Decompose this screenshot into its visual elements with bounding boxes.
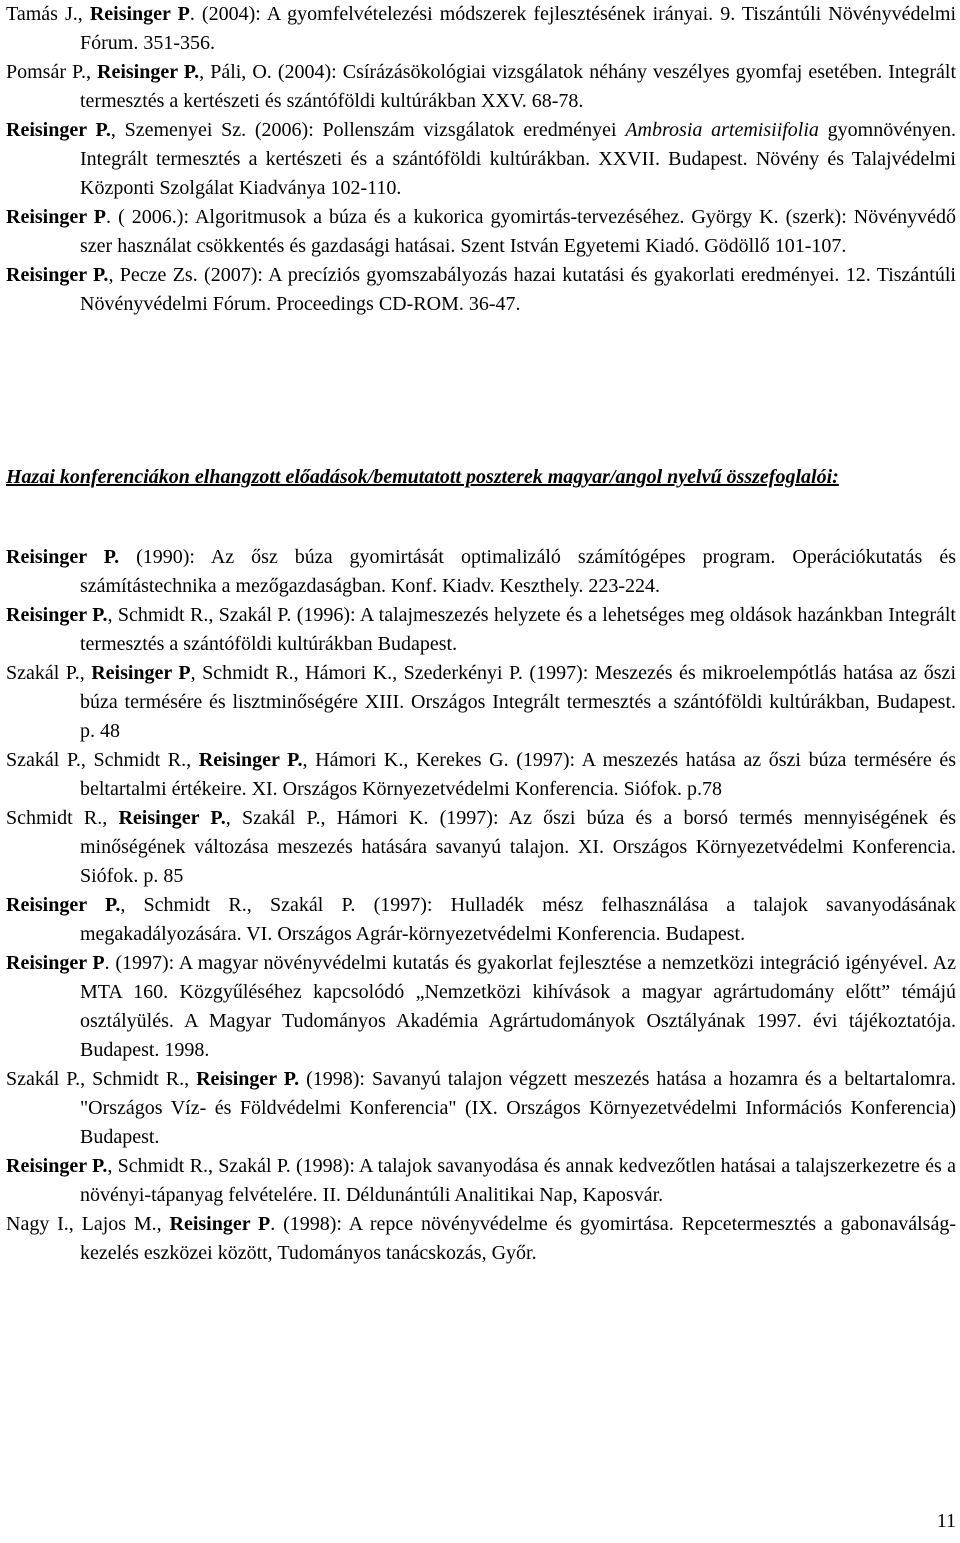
author-highlight: Reisinger P xyxy=(6,206,107,228)
reference-entry xyxy=(6,116,956,203)
page-number: 11 xyxy=(936,1510,956,1532)
reference-entry xyxy=(6,601,956,659)
reference-entry xyxy=(6,543,956,601)
reference-text: Szakál P., Schmidt R., xyxy=(6,749,199,771)
reference-list-publications xyxy=(6,0,956,319)
author-highlight: Reisinger P. xyxy=(6,264,109,286)
reference-entry xyxy=(6,1210,956,1268)
author-highlight: Reisinger P xyxy=(91,662,191,684)
reference-text: , Schmidt R., Hámori K., Szederkényi P. (1997): Meszezés és mikroelempótlás hatása az őszi búza termésére és lisztminőségére XIII. Országos Integrált termesztés a szántóföldi kultúrákban, Budapest. p. 48 xyxy=(80,662,956,742)
reference-text: , Schmidt R., Szakál P. (1997): Hulladék mész felhasználása a talajok savanyodásának megakadályozására. VI. Országos Agrár-környezetvédelmi Konferencia. Budapest. xyxy=(80,894,956,945)
reference-text: Schmidt R., xyxy=(6,807,119,829)
reference-entry xyxy=(6,261,956,319)
reference-text: (1998): Savanyú talajon végzett meszezés hatása a hozamra és a beltartalomra. "Országos Víz- és Földvédelmi Konferencia" (IX. Országos Környezetvédelmi Információs Konferencia) Budapest. xyxy=(80,1068,956,1148)
reference-text: gyomnövényen. Integrált termesztés a kertészeti és a szántóföldi kultúrákban. XXVII. Budapest. Növény és Talajvédelmi Központi Szolgálat Kiadványa 102-110. xyxy=(80,119,956,199)
reference-entry xyxy=(6,58,956,116)
reference-entry xyxy=(6,949,956,1065)
author-highlight: Reisinger P xyxy=(89,3,190,25)
reference-text: , Szemenyei Sz. (2006): Pollenszám vizsgálatok eredményei xyxy=(110,119,626,141)
author-highlight: Reisinger P xyxy=(169,1213,271,1235)
reference-text: , Schmidt R., Szakál P. (1998): A talajok savanyodása és annak kedvezőtlen hatásai a talajszerkezetre és a növényi-tápanyag felvételére. II. Déldunántúli Analitikai Nap, Kaposvár. xyxy=(80,1155,956,1206)
reference-entry xyxy=(6,1065,956,1152)
species-name: Ambrosia artemisiifolia xyxy=(625,119,819,141)
reference-text: Nagy I., Lajos M., xyxy=(6,1213,170,1235)
reference-text: , Pecze Zs. (2007): A precíziós gyomszabályozás hazai kutatási és gyakorlati eredményei. 12. Tiszántúli Növényvédelmi Fórum. Proceedings CD-ROM. 36-47. xyxy=(80,264,956,315)
reference-text: Pomsár P., xyxy=(6,61,97,83)
reference-entry xyxy=(6,746,956,804)
author-highlight: Reisinger P. xyxy=(6,1155,108,1177)
reference-text: . (1997): A magyar növényvédelmi kutatás és gyakorlat fejlesztése a nemzetközi integráció igényével. Az MTA 160. Közgyűléséhez kapcsolódó „Nemzetközi kihívások a magyar agrártudomány előtt” témájú osztályülés. A Magyar Tudományos Akadémia Agrártudományok Osztályának 1997. évi tájékoztatója. Budapest. 1998. xyxy=(80,952,957,1061)
reference-entry xyxy=(6,203,956,261)
author-highlight: Reisinger P. xyxy=(196,1068,300,1090)
reference-list-conferences xyxy=(6,543,956,1268)
reference-text: Szakál P., xyxy=(6,662,92,684)
reference-entry xyxy=(6,891,956,949)
reference-text: (1990): Az ősz búza gyomirtását optimalizáló számítógépes program. Operációkutatás és számítástechnika a mezőgazdaságban. Konf. Kiadv. Keszthely. 223-224. xyxy=(80,546,956,597)
reference-entry xyxy=(6,659,956,746)
reference-text: , Hámori K., Kerekes G. (1997): A meszezés hatása az őszi búza termésére és beltartalmi értékeire. XI. Országos Környezetvédelmi Konferencia. Siófok. p.78 xyxy=(80,749,956,800)
reference-text: , Szakál P., Hámori K. (1997): Az őszi búza és a borsó termés mennyiségének és minőségének változása meszezés hatására savanyú talajon. XI. Országos Környezetvédelmi Konferencia. Siófok. p. 85 xyxy=(80,807,956,887)
reference-text: , Schmidt R., Szakál P. (1996): A talajmeszezés helyzete és a lehetséges meg oldások hazánkban Integrált termesztés a szántóföldi kultúrákban Budapest. xyxy=(80,604,956,655)
author-highlight: Reisinger P. xyxy=(6,546,120,568)
reference-text: . (2004): A gyomfelvételezési módszerek fejlesztésének irányai. 9. Tiszántúli Növényvédelmi Fórum. 351-356. xyxy=(80,3,956,54)
author-highlight: Reisinger P. xyxy=(6,604,108,626)
reference-text: , Páli, O. (2004): Csírázásökológiai vizsgálatok néhány veszélyes gyomfaj esetében. Integrált termesztés a kertészeti és szántóföldi kultúrákban XXV. 68-78. xyxy=(80,61,956,112)
reference-text: Tamás J., xyxy=(6,3,90,25)
author-highlight: Reisinger P xyxy=(6,952,105,974)
author-highlight: Reisinger P. xyxy=(118,807,226,829)
reference-entry xyxy=(6,0,956,58)
author-highlight: Reisinger P. xyxy=(6,119,111,141)
reference-text: . (1998): A repce növényvédelme és gyomirtása. Repcetermesztés a gabonaválság-kezelés eszközei között, Tudományos tanácskozás, Győr. xyxy=(80,1213,957,1264)
reference-entry xyxy=(6,804,956,891)
author-highlight: Reisinger P. xyxy=(6,894,121,916)
reference-text: . ( 2006.): Algoritmusok a búza és a kukorica gyomirtás-tervezéséhez. György K. (szerk): Növényvédő szer használat csökkentés és gazdasági hatásai. Szent István Egyetemi Kiadó. Gödöllő 101-107. xyxy=(80,206,956,257)
reference-entry xyxy=(6,1152,956,1210)
section-heading: Hazai konferenciákon elhangzott előadások/bemutatott poszterek magyar/angol nyelvű összefoglalói: xyxy=(6,466,839,488)
reference-text: Szakál P., Schmidt R., xyxy=(6,1068,197,1090)
author-highlight: Reisinger P. xyxy=(97,61,200,83)
author-highlight: Reisinger P. xyxy=(198,749,303,771)
